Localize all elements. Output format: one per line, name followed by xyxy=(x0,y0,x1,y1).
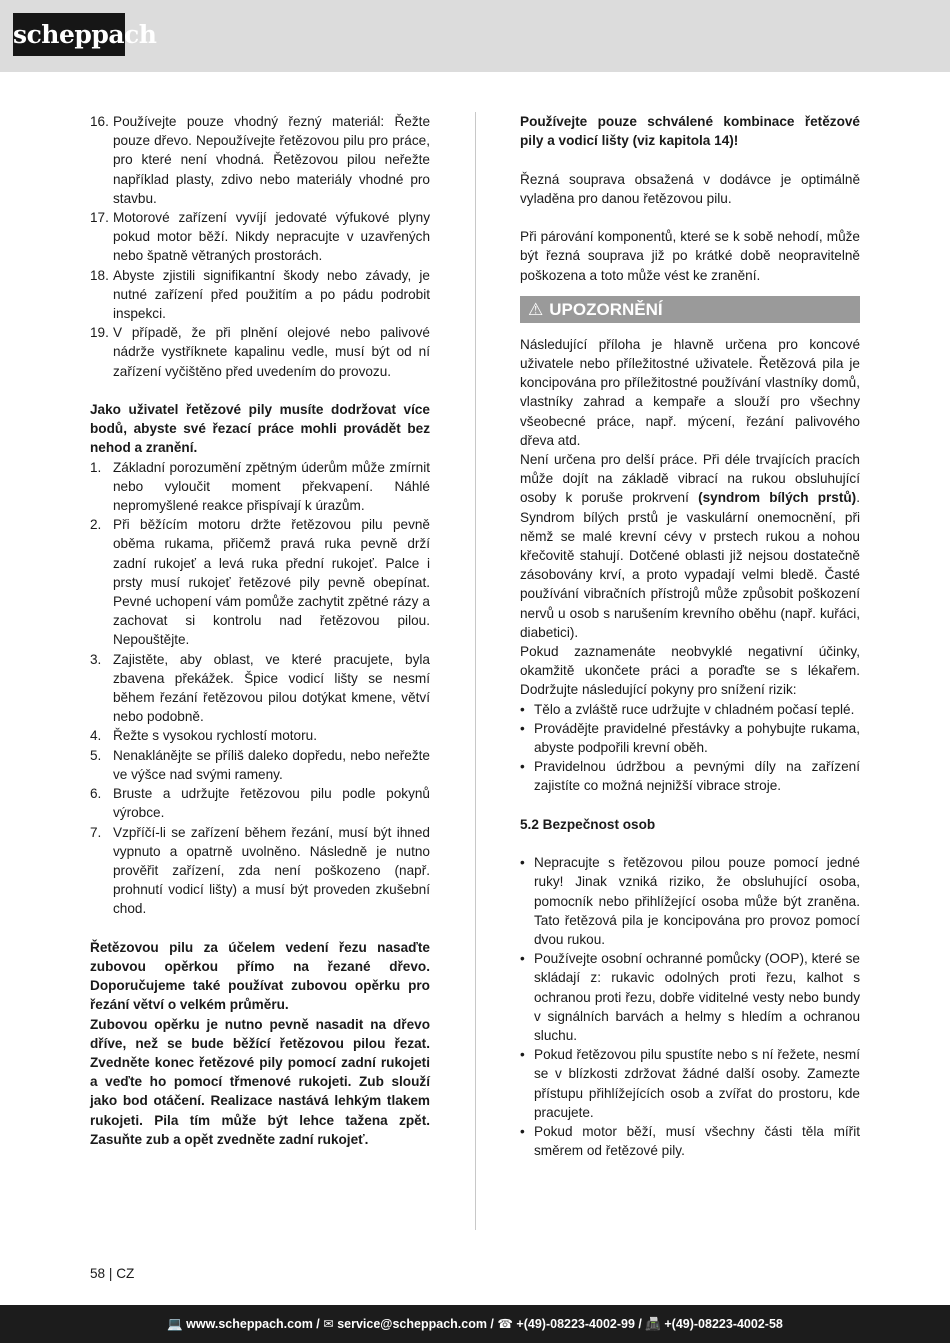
page-number: 58 | CZ xyxy=(90,1266,135,1281)
left-column xyxy=(90,112,430,1149)
list-item: 17. Motorové zařízení vyvíjí jedovaté výfukové plyny pokud motor běží. Nikdy nepracujte v uzavřených nebo špatně větraných prostorách. xyxy=(90,210,430,264)
list-item: 19. V případě, že při plnění olejové nebo palivové nádrže vystříknete kapalinu vedle, musí být od ní zařízení vyčištěno před uvedením do provozu. xyxy=(90,325,430,379)
list-item: • Tělo a zvláště ruce udržujte v chladném počasí teplé. xyxy=(520,701,855,717)
right-column xyxy=(520,112,860,1161)
bullet-list xyxy=(520,700,860,796)
list-item: 7. Vzpříčí-li se zařízení během řezání, musí být ihned vypnuto a opatrně uvolněno. Následně je nutno prověřit zařízení, zda není poškozeno (např. prohnutí vodicí lišty) a musí být proveden zkušební chod. xyxy=(90,824,430,917)
column-divider xyxy=(475,112,476,1230)
list-item: • Provádějte pravidelné přestávky a pohybujte rukama, abyste podpořili krevní oběh. xyxy=(520,720,860,756)
paragraph: Při párování komponentů, které se k sobě nehodí, může být řezná souprava již po krátké době neopravitelně poškozena a toto může vést ke zranění. xyxy=(520,229,860,283)
warning-banner xyxy=(520,296,860,323)
scheppach-logo: scheppach xyxy=(13,13,125,56)
list-item: • Pokud motor běží, musí všechny části těla mířit směrem od řetězové pily. xyxy=(520,1124,860,1159)
bold-paragraph-2: Zubovou opěrku je nutno pevně nasadit na dřevo dříve, než se bude běžící řetězovou pilou řezat. Zvedněte konec řetězové pily pomocí zadní rukojeti a veďte ho pomocí třmenové rukojeti. Zub slouží jako bod otáčení. Realizace nastává lehkým tlakem rukojeti. Pila tím může být lehce tažena zpět. Zasuňte zub a opět zvedněte zadní rukojeť. xyxy=(90,1016,430,1147)
intro-bold: Jako uživatel řetězové pily musíte dodržovat více bodů, abyste své řezací práce mohli provádět bez nehod a zranění. xyxy=(90,402,430,456)
list-item: 4. Řežte s vysokou rychlostí motoru. xyxy=(90,728,317,744)
paragraph: Řezná souprava obsažená v dodávce je optimálně vyladěna pro danou řetězovou pilu. xyxy=(520,171,860,206)
list-item: 16. Používejte pouze vhodný řezný materiál: Řežte pouze dřevo. Nepoužívejte řetězovou pilu pro práce, pro které není vhodná. Řetězovou pilou neřežte například plasty, zdivo nebo materiály vhodné pro stavbu. xyxy=(90,114,430,206)
list-item: 5. Nenaklánějte se příliš daleko dopředu, nebo neřežte ve výšce nad svými rameny. xyxy=(90,747,430,782)
list-item: 6. Bruste a udržujte řetězovou pilu podle pokynů výrobce. xyxy=(90,786,430,821)
list-1-7 xyxy=(90,458,430,919)
paragraph: Pokud zaznamenáte neobvyklé negativní účinky, okamžitě ukončete práci a poraďte se s lékařem. Dodržujte následující pokyny pro snížení rizik: xyxy=(520,644,860,698)
paragraph: Není určena pro delší práce. Při déle trvajících pracích může dojít na základě vibrací na rukou obsluhující osoby k poruše prokrvení (syndrom bílých prstů). Syndrom bílých prstů je vaskulární onemocnění, při němž se malé krevní cévy v prstech rukou a nohou křečovitě stahují. Dotčené oblasti již nejsou dostatečně zásobovány krví, a proto vypadají velmi bledě. Časté používání vibračních přístrojů může způsobit poškození nervů u osob s narušením krevního oběhu (např. kuřáci, diabetici). xyxy=(520,452,860,640)
list-item: 3. Zajistěte, aby oblast, ve které pracujete, byla zbavena překážek. Špice vodicí lišty se nesmí během řezání řetězovou pilou dotýkat kmene, větví nebo podobně. xyxy=(90,651,430,725)
list-item: 18. Abyste zjistili signifikantní škody nebo závady, je nutné zařízení před použitím a po pádu podrobit inspekci. xyxy=(90,267,430,322)
bullet-list xyxy=(520,853,860,1160)
header-band xyxy=(0,0,950,72)
list-item: • Pravidelnou údržbou a pevnými díly na zařízení zajistíte co možná nejnižší vibrace stroje. xyxy=(520,759,860,794)
list-item: • Nepracujte s řetězovou pilou pouze pomocí jedné ruky! Jinak vzniká riziko, že obsluhující osoba, pomocník nebo přihlížející osoba může být zraněna. Tato řetězová pila je koncipována pro provoz pomocí dvou rukou. xyxy=(520,855,860,948)
section-heading: 5.2 Bezpečnost osob xyxy=(520,816,656,832)
list-item: 2. Při běžícím motoru držte řetězovou pilu pevně oběma rukama, přičemž pravá ruka pevně drží zadní rukojeť a levá ruka přední rukojeť. Palce i prsty musí rukojeť řetězové pily pevně obepínat. Pevné uchopení vám pomůže zachytit zpětné rázy a zachovat si kontrolu nad řetězovou pilou. Nepouštějte. xyxy=(90,517,430,648)
list-item: 1. Základní porozumění zpětným úderům může zmírnit nebo vyloučit moment překvapení. Náhlé nepromyšlené reakce přispívají k úrazům. xyxy=(90,459,430,514)
warning-triangle-icon: ⚠ xyxy=(528,299,544,319)
bold-intro: Používejte pouze schválené kombinace řetězové pily a vodicí lišty (viz kapitola 14)! xyxy=(520,114,860,149)
footer-contact-bar: 💻 www.scheppach.com / ✉ service@scheppach.com / ☎ +(49)-08223-4002-99 / 📠 +(49)-08223-4002-58 xyxy=(0,1305,950,1343)
bold-paragraph-1: Řetězovou pilu za účelem vedení řezu nasaďte zubovou opěrkou přímo na řezané dřevo. Doporučujeme také používat zubovou opěrku pro řezání větví o velkém průměru. xyxy=(90,939,430,1013)
list-item: • Používejte osobní ochranné pomůcky (OOP), které se skládají z: rukavic odolných proti řezu, kalhot s ochranou proti řezu, dobře viditelné vesty nebo bundy v signálních barvách a helmy s hledím a ochranou sluchu. xyxy=(520,951,860,1044)
paragraph: Následující příloha je hlavně určena pro koncové uživatele nebo příležitostné uživatele. Řetězová pila je koncipována pro příležitostné používání vlastníky domů, vlastníky zahrad a kempaře a slouží pro všechny všeobecné práce, např. mýcení, řezání palivového dřeva atd. xyxy=(520,336,860,448)
list-item: • Pokud řetězovou pilu spustíte nebo s ní řežete, nesmí se v blízkosti zdržovat žádné další osoby. Zamezte přístupu přihlížejících osob a zvířat do prostoru, kde pracujete. xyxy=(520,1047,860,1120)
warning-label: UPOZORNĚNÍ xyxy=(549,299,663,319)
list-16-19 xyxy=(90,112,430,381)
